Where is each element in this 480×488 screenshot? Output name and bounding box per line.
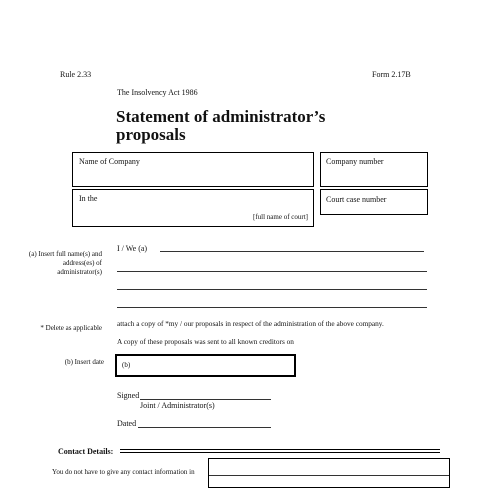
margin-note-b: (b) Insert date xyxy=(64,358,104,366)
dated-label: Dated xyxy=(117,419,137,428)
page-title-line2: proposals xyxy=(116,125,186,144)
page-title: Statement of administrator’s xyxy=(116,107,326,126)
administrator-name-line-4[interactable] xyxy=(117,307,427,308)
margin-note-delete: * Delete as applicable xyxy=(40,324,102,332)
signature-line[interactable] xyxy=(140,399,271,400)
administrator-name-line-1[interactable] xyxy=(160,251,424,252)
contact-note: You do not have to give any contact information in xyxy=(52,468,195,476)
administrator-name-line-3[interactable] xyxy=(117,289,427,290)
contact-divider-bottom xyxy=(120,452,440,453)
company-number-label: Company number xyxy=(326,157,384,166)
attach-statement: attach a copy of *my / our proposals in respect of the administration of the above company. xyxy=(117,319,384,328)
date-sent-field[interactable] xyxy=(115,354,296,377)
dated-line[interactable] xyxy=(138,427,271,428)
date-box-label: (b) xyxy=(122,361,131,369)
signed-caption: Joint / Administrator(s) xyxy=(140,401,215,410)
court-name-field[interactable] xyxy=(72,189,314,227)
contact-details-heading: Contact Details: xyxy=(58,447,114,456)
margin-note-a: (a) Insert full name(s) and address(es) of administrator(s) xyxy=(28,250,102,276)
company-number-field[interactable] xyxy=(320,152,428,187)
company-name-field[interactable] xyxy=(72,152,314,187)
contact-details-field-divider xyxy=(209,475,449,476)
court-case-number-field[interactable] xyxy=(320,189,428,215)
contact-divider-top xyxy=(120,449,440,450)
administrator-name-line-2[interactable] xyxy=(117,271,427,272)
creditors-sent-statement: A copy of these proposals was sent to all known creditors on xyxy=(117,337,294,346)
act-title: The Insolvency Act 1986 xyxy=(117,88,198,97)
signed-label: Signed xyxy=(117,391,140,400)
company-name-label: Name of Company xyxy=(79,157,140,166)
form-reference: Form 2.17B xyxy=(372,70,411,79)
contact-details-field[interactable] xyxy=(208,458,450,488)
in-the-label: In the xyxy=(79,194,98,203)
iwe-label: I / We (a) xyxy=(117,244,148,253)
rule-reference: Rule 2.33 xyxy=(60,70,92,79)
full-name-of-court-hint: [full name of court] xyxy=(252,213,308,221)
court-case-number-label: Court case number xyxy=(326,195,387,204)
